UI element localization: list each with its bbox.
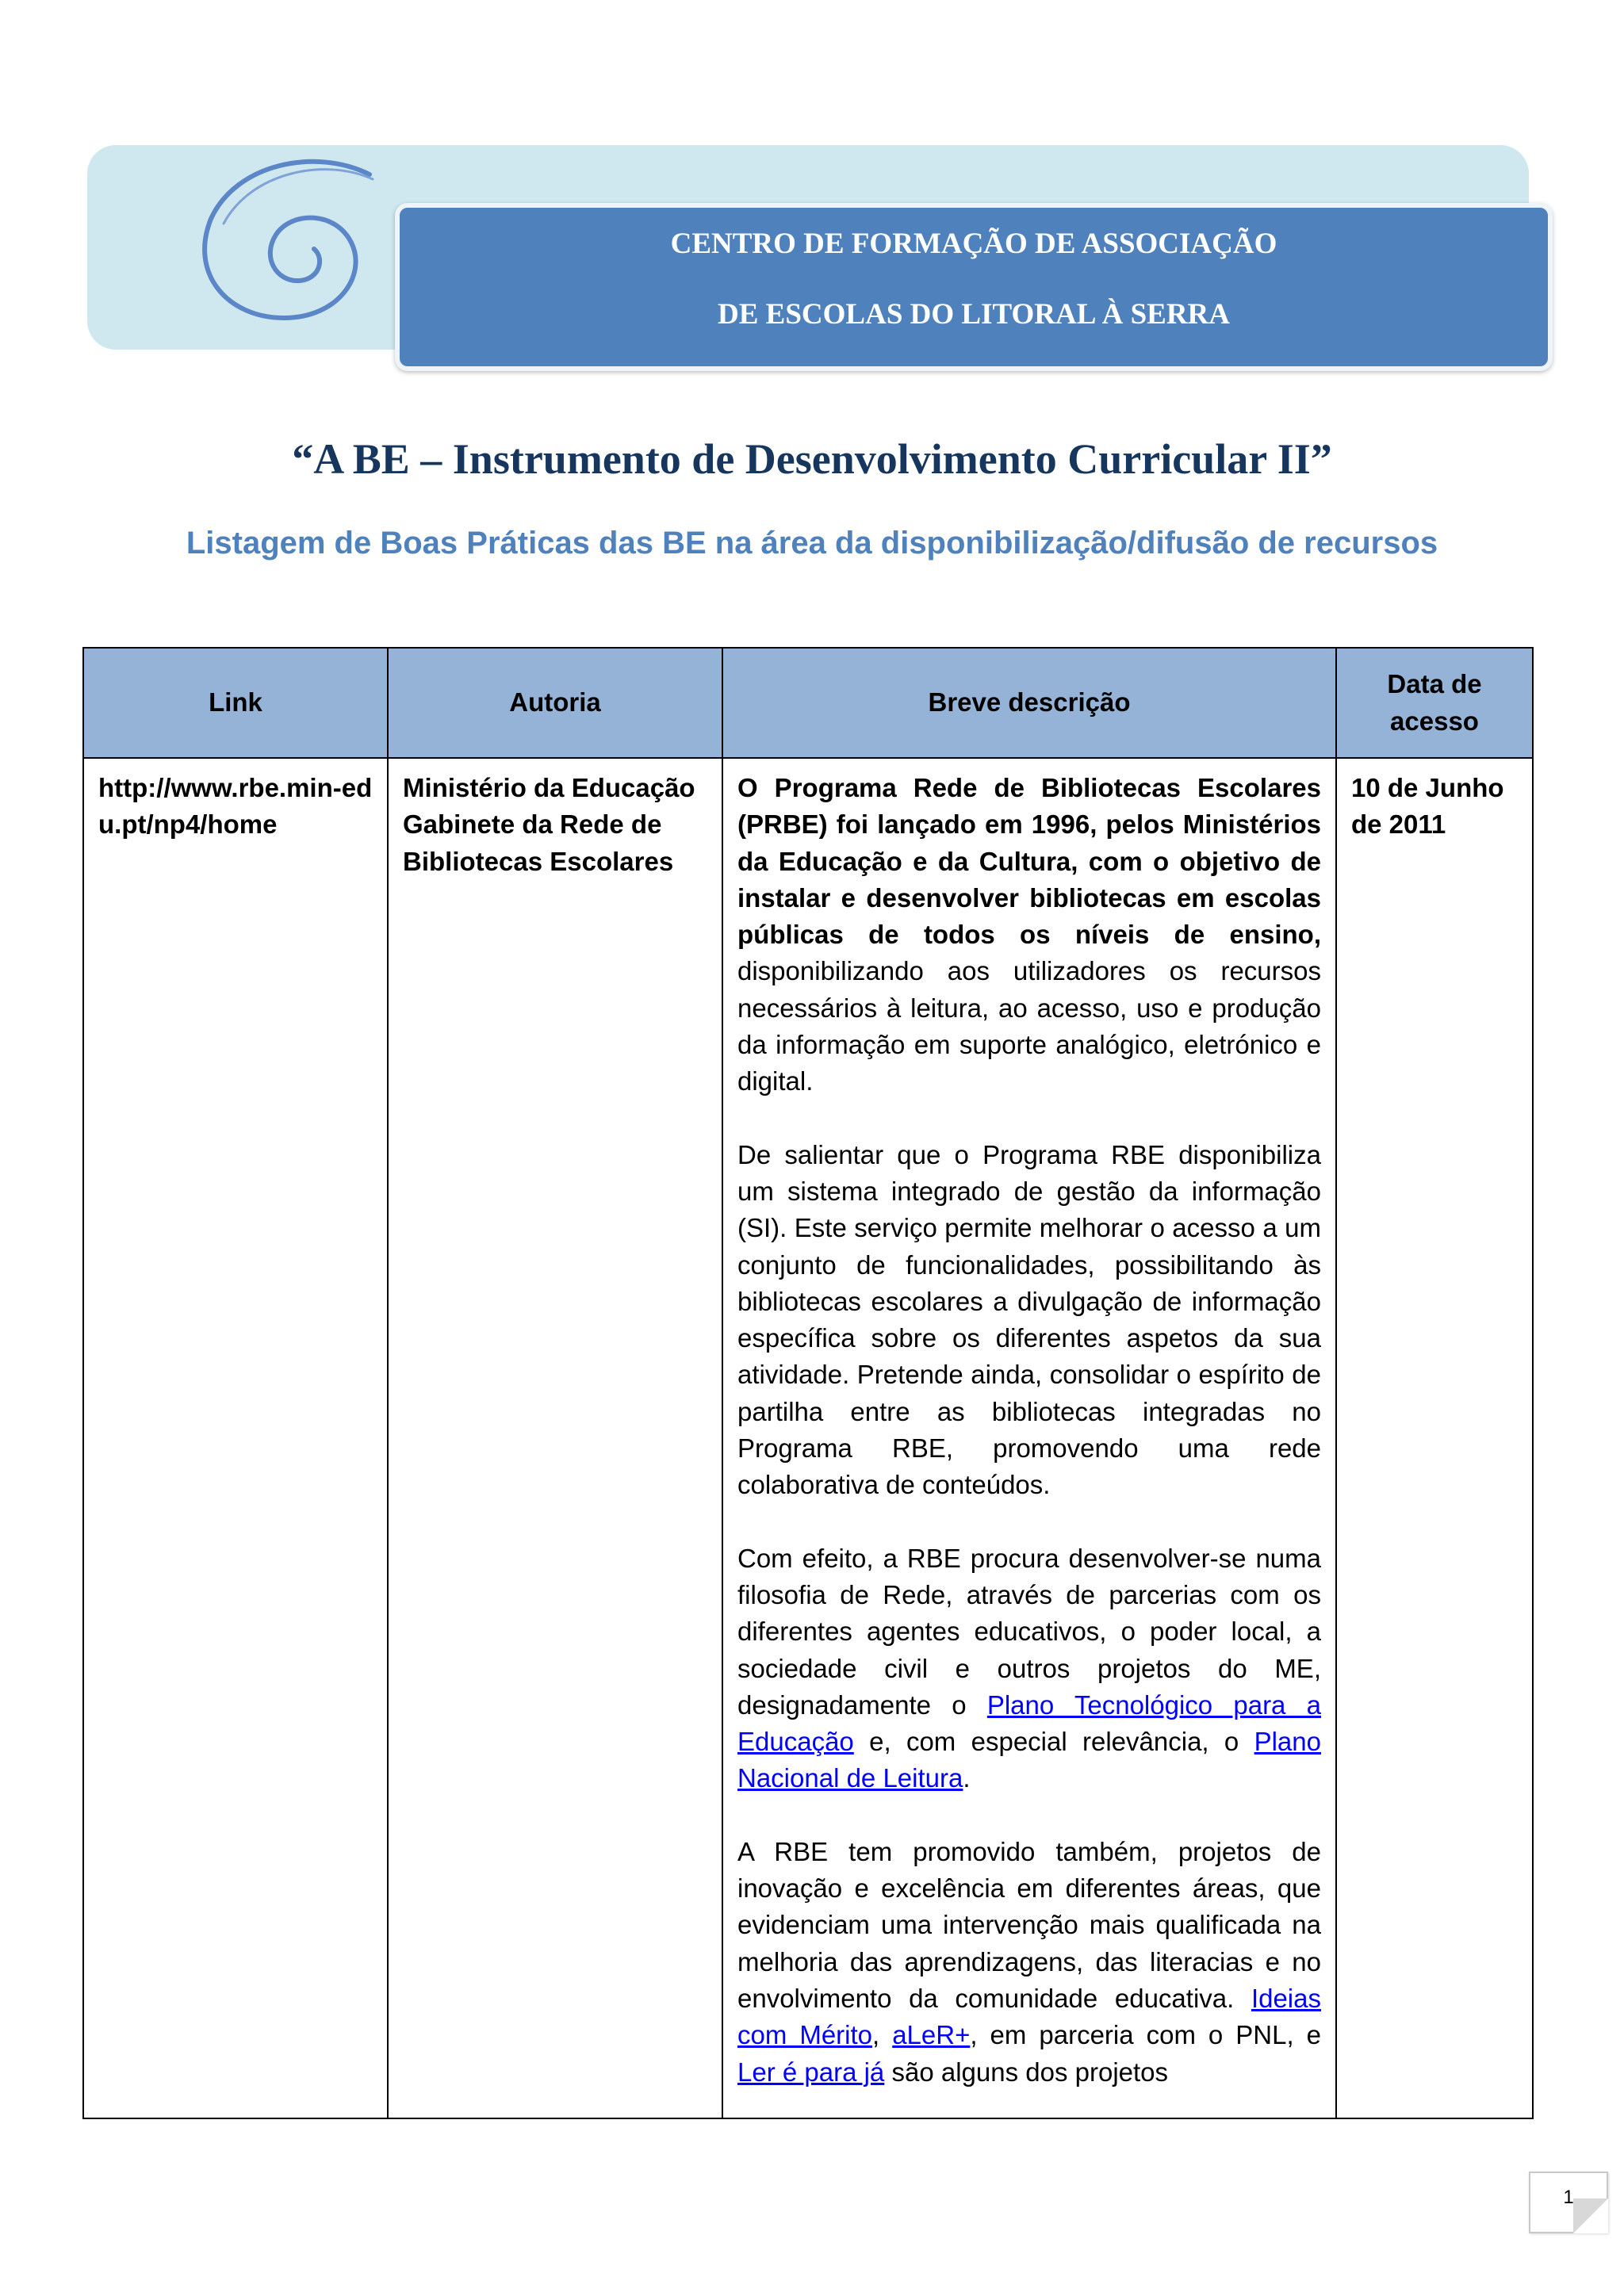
description-p4-text-d: são alguns dos projetos [884,2057,1169,2087]
header-line-2: DE ESCOLAS DO LITORAL À SERRA [718,298,1230,331]
description-p1-bold: O Programa Rede de Bibliotecas Escolares (PRBE) foi lançado em 1996, pelos Ministérios da Educação e da Cultura, com o objetivo de instalar e desenvolver bibliotecas em escolas públicas de todos os níveis de ensino, [737,773,1321,950]
row-link-cell [83,758,388,2118]
description-paragraph-2: De salientar que o Programa RBE disponibiliza um sistema integrado de gestão da informação (SI). Este serviço permite melhorar o acesso a um conjunto de funcionalidades, possibilitando às bibliotecas escolares a divulgação de informação específica sobre os diferentes aspetos da sua atividade. Pretende ainda, consolidar o espírito de partilha entre as bibliotecas integradas no Programa RBE, promovendo uma rede colaborativa de conteúdos. [737,1139,1321,1500]
link-aler[interactable]: aLeR+ [892,2020,971,2050]
description-p4-text-c: , em parceria com o PNL, e [970,2020,1321,2050]
document-subtitle: Listagem de Boas Práticas das BE na área da disponibilização/difusão de recursos [186,526,1438,561]
page-curl-icon [1573,2198,1608,2233]
link-plano-tecnologico[interactable]: Plano Tecnológico para a Educação [737,1689,1321,1757]
description-paragraph-4 [737,1834,1321,2091]
description-p4-text-b: , [872,2020,893,2050]
link-ideias-com-merito[interactable]: Ideias com Mérito [737,1983,1321,2050]
header-line-1: CENTRO DE FORMAÇÃO DE ASSOCIAÇÃO [670,228,1277,260]
row-description-cell [722,758,1336,2118]
header-descricao: Breve descrição [722,648,1336,758]
autoria-cabinet: Gabinete da Rede de Bibliotecas Escolares [403,809,674,876]
description-paragraph-1 [737,770,1321,1100]
table-header-row [83,648,1533,758]
link-ler-e-para-ja[interactable]: Ler é para já [737,2057,885,2087]
page-number-box [1529,2172,1608,2233]
access-date: 10 de Junho de 2011 [1351,773,1504,840]
spiral-logo-icon [189,155,387,330]
description-p3-text-c: . [963,1763,971,1793]
header-autoria: Autoria [388,648,722,758]
row-date-cell [1336,758,1533,2118]
header-data-acesso: Data de acesso [1336,648,1533,758]
good-practices-table [82,647,1534,2119]
description-paragraph-3 [737,1540,1321,1797]
document-title: “A BE – Instrumento de Desenvolvimento Curricular II” [292,435,1332,483]
header-title-box [395,203,1553,371]
description-p4-text-a: A RBE tem promovido também, projetos de inovação e excelência em diferentes áreas, que evidenciam uma intervenção mais qualificada na melhoria das aprendizagens, das literacias e no envolvimento da comunidade educativa. [737,1836,1321,2013]
description-p3-text-b: e, com especial relevância, o [853,1727,1254,1757]
autoria-ministry: Ministério da Educação [403,773,695,802]
table-row [83,758,1533,2118]
row-autoria-cell [388,758,722,2118]
header-link: Link [83,648,388,758]
description-p1-rest: disponibilizando aos utilizadores os recursos necessários à leitura, ao acesso, uso e produção da informação em suporte analógico, eletrónico e digital. [737,956,1321,1096]
description-p3-text-a: Com efeito, a RBE procura desenvolver-se numa filosofia de Rede, através de parcerias com os diferentes agentes educativos, o poder local, a sociedade civil e outros projetos do ME, designadamente o [737,1543,1321,1720]
row-link-url[interactable]: http://www.rbe.min-edu.pt/np4/home [98,773,373,840]
page-number: 1 [1563,2187,1574,2208]
link-plano-nacional-leitura[interactable]: Plano Nacional de Leitura [737,1727,1321,1793]
